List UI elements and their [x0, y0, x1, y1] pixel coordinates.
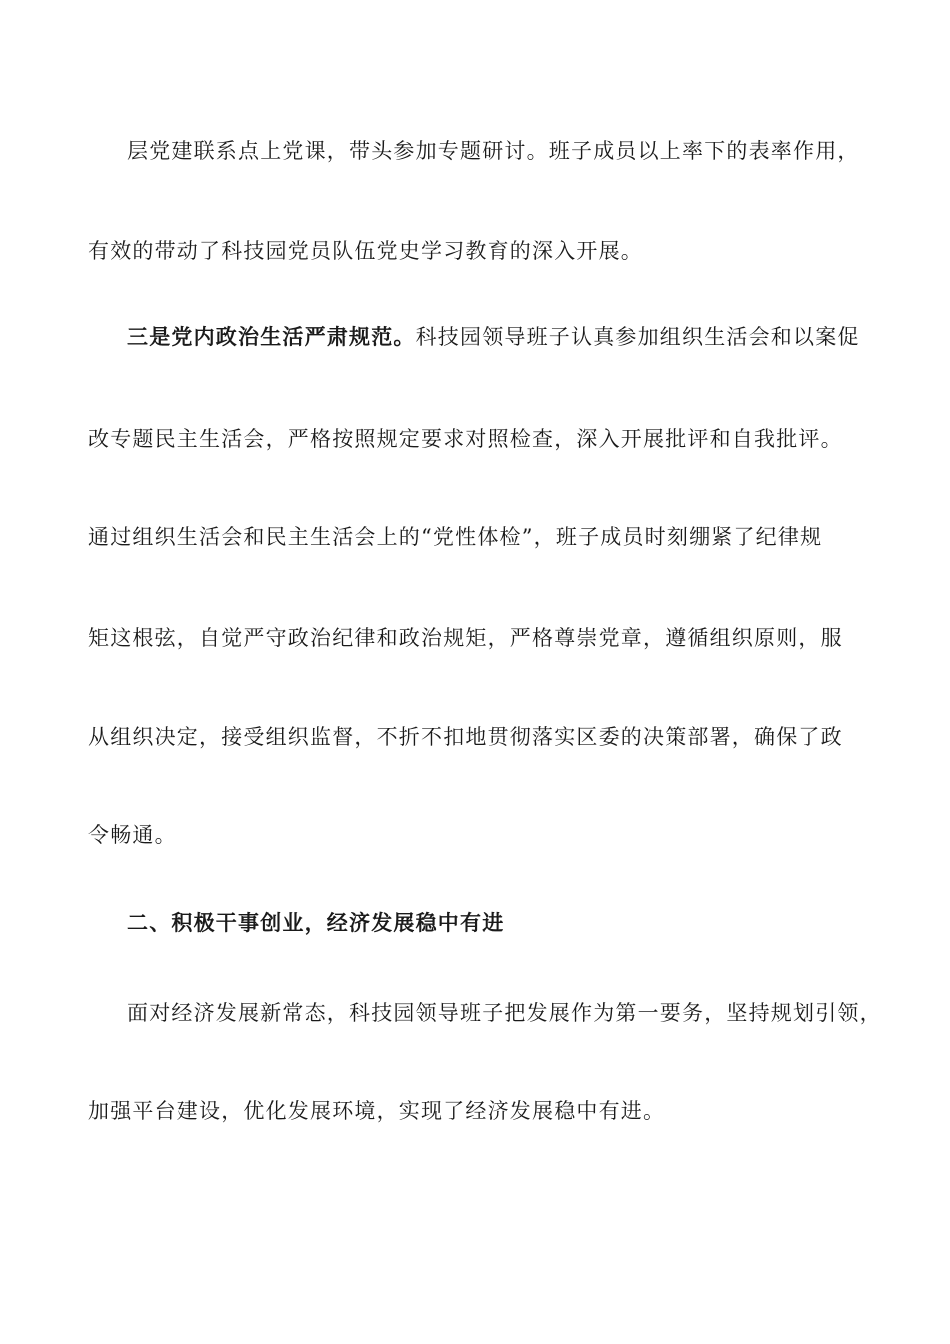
paragraph-line: 改专题民主生活会，严格按照规定要求对照检查，深入开展批评和自我批评。: [88, 427, 843, 451]
paragraph-line: 有效的带动了科技园党员队伍党史学习教育的深入开展。: [88, 239, 643, 263]
paragraph-line: 面对经济发展新常态，科技园领导班子把发展作为第一要务，坚持规划引领，: [127, 1001, 882, 1025]
paragraph-line: 层党建联系点上党课，带头参加专题研讨。班子成员以上率下的表率作用，: [127, 139, 860, 163]
section-heading: 二、积极干事创业，经济发展稳中有进: [127, 910, 505, 935]
paragraph-line: 通过组织生活会和民主生活会上的“党性体检”，班子成员时刻绷紧了纪律规: [88, 525, 823, 549]
paragraph-line: 矩这根弦，自觉严守政治纪律和政治规矩，严格尊崇党章，遵循组织原则，服: [88, 626, 843, 650]
paragraph-text: 科技园领导班子认真参加组织生活会和以案促: [415, 325, 860, 349]
paragraph-line: 加强平台建设，优化发展环境，实现了经济发展稳中有进。: [88, 1099, 666, 1123]
paragraph-line: [127, 322, 917, 352]
paragraph-line: 令畅通。: [88, 823, 177, 847]
paragraph-lead-bold: 三是党内政治生活严肃规范。: [127, 324, 416, 349]
paragraph-line: 从组织决定，接受组织监督，不折不扣地贯彻落实区委的决策部署，确保了政: [88, 725, 843, 749]
